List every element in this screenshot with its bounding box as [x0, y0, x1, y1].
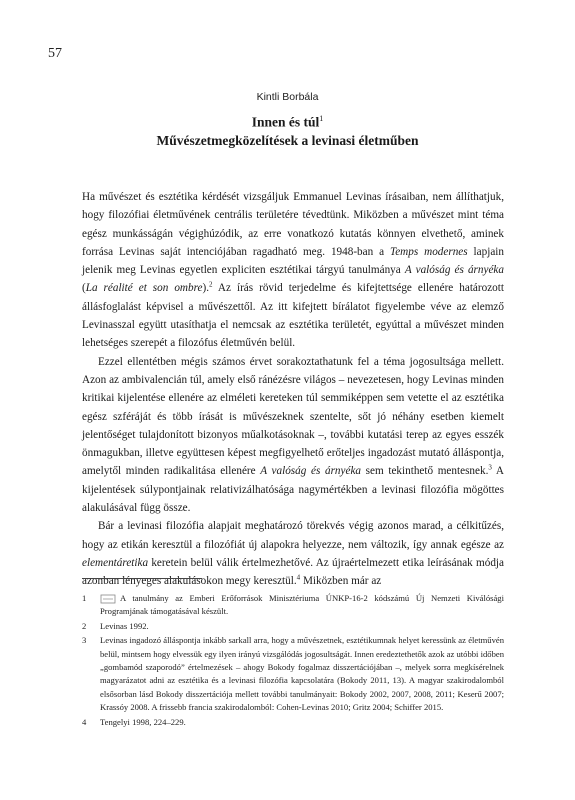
- title-line-2: Művészetmegközelítések a levinasi életműben: [156, 132, 419, 148]
- footnote-divider: [82, 578, 202, 579]
- footnote-item: 3 Levinas ingadozó álláspontja inkább sarkall arra, hogy a művészetnek, esztétikumnak helyet keressünk az életművén belül, mintsem hogy elvessük egy ilyen irányú vizsgálódás jogosultságát. Innen eredeztethetők azok az utóbbi időben „gombamód szaporodó” értelmezések – ahogy Bokody fogalmaz disszertációjában –, melyek sorra megkísérelnek magyarázatot adni az esztétika és a levinasi filozófia kapcsolatára (Bokody 2011, 13). A magyar szakirodalomból elsősorban lásd Bokody disszertációja mellett további tanulmányait: Bokody 2002, 2007, 2008, 2011; Keserű 2007; Krassóy 2008. A frissebb francia szakirodalomból: Cohen-Levinas 2010; Gritz 2004; Schiffer 2015.: [82, 635, 504, 713]
- footnote-marker: 4: [296, 573, 301, 582]
- footnote-item: 4 Tengelyi 1998, 224–229.: [82, 716, 186, 727]
- paragraph-3: Bár a levinasi filozófia alapjait meghatározó törekvés végig azonos marad, a célkitűzés, hogy az etikán keresztül a filozófiát új alapokra helyezze, nem változik, így annak egésze az elementáretika keretein belül válik értelmezhetővé. Az újraértelmezett etika leírásának módja azonban lényeges alakulásokon megy keresztül.$^4$ Miközben már az: [82, 520, 504, 588]
- footnote-marker: 3: [488, 463, 492, 472]
- body-text: [82, 188, 504, 591]
- page-number: 57: [48, 46, 62, 61]
- footnote-item: 2 Levinas 1992.: [82, 620, 149, 631]
- paragraph-1: Ha művészet és esztétika kérdését vizsgáljuk Emmanuel Levinas írásaiban, nem állíthatjuk, hogy filozófiai életművének centrális területére tévedtünk. Miközben a művészet mint téma egész munkásságán végighúzódik, az erre vonatkozó kutatás könnyen elvethető, aminek forrása Levinas saját intenciójában ragadható meg. 1948-ban a Temps modernes lapjain jelenik meg Levinas egyetlen expliciten esztétikai tárgyú tanulmánya A valóság és árnyéka (La réalité et son ombre).$^2$ Az írás rövid terjedelme és kifejtettsége ellenére határozott állásfoglalást képvisel a művészettől. Az itt kifejtett bírálatot figyelembe véve az elemző Levinasszal együtt utasíthatja el nemcsak az esztétika területét, egyúttal a művészet minden lehetséges szerepét a filozófus életművén belül.: [82, 191, 504, 350]
- footnotes: [82, 592, 504, 730]
- title-footnote-marker: 1: [319, 114, 324, 123]
- title-line-1: Innen és túl$^1$: [251, 114, 324, 130]
- article-title: [0, 110, 575, 150]
- footnote-item: 1 A tanulmány az Emberi Erőforrások Minisztériuma ÚNKP-16-2 kódszámú Új Nemzeti Kiválósági Programjának támogatásával készült.: [82, 593, 504, 617]
- author-name: Kintli Borbála: [256, 91, 319, 103]
- funding-logo-icon: [100, 594, 116, 604]
- paragraph-2: Ezzel ellentétben mégis számos érvet sorakoztathatunk fel a téma jogosultsága mellett. Azon az ambivalencián túl, amely első ránézésre világos – nevezetesen, hogy Levinas minden kritikai kijelentése ellenére az elméleti kereteken túl semmiképpen sem vetette el az esztétika egész szféráját és több írását is művészeknek szentelte, sőt jó néhány esetben kiemelt jelentőséget tulajdonított bizonyos műalkotásoknak –, további kutatási terep az egyes esszék önmagukban, illetve együttesen képest megfigyelhető erőteljes ingadozást mutató álláspontja, amelytől minden radikalitása ellenére A valóság és árnyéka sem tekinthető mentesnek.$^3$ A kijelentések súlypontjainak relativizálhatósága nagymértékben a levinasi filozófia mögöttes alakulásával függ össze.: [82, 355, 504, 515]
- footnote-marker: 2: [209, 280, 213, 289]
